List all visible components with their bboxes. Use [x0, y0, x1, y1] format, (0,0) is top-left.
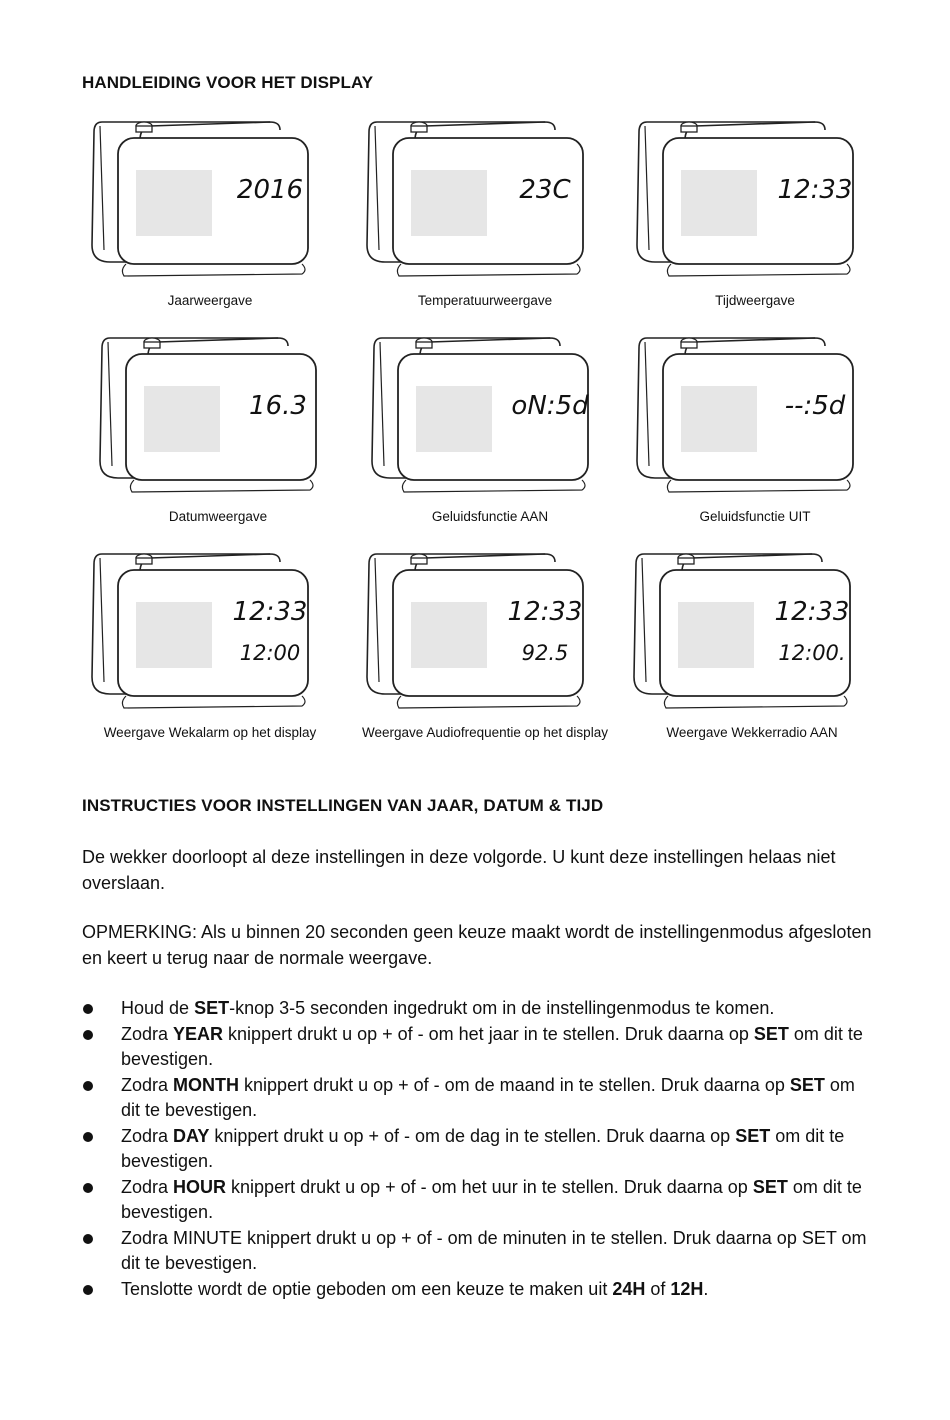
- display-panel: [678, 602, 754, 668]
- display-panel: [136, 170, 212, 236]
- display-panel: [136, 602, 212, 668]
- display-caption: Tijdweergave: [715, 293, 795, 308]
- bullet-icon: [83, 1030, 93, 1040]
- display-grid: [80, 110, 880, 758]
- display-row: [80, 326, 880, 542]
- list-item: Zodra YEAR knippert drukt u op + of - om het jaar in te stellen. Druk daarna op SET om dit te bevestigen.: [82, 1022, 872, 1073]
- list-item: Zodra DAY knippert drukt u op + of - om de dag in te stellen. Druk daarna op SET om dit te bevestigen.: [82, 1124, 872, 1175]
- clock-illustration: [80, 542, 340, 722]
- display-caption: Weergave Wekkerradio AAN: [666, 725, 838, 740]
- lcd-top-readout: --:5d: [784, 391, 846, 421]
- display-figure-date: [88, 326, 348, 542]
- display-caption: Geluidsfunctie AAN: [431, 509, 549, 524]
- lcd-top-readout: 12:33: [774, 597, 850, 627]
- clock-illustration: [360, 326, 620, 506]
- display-figure-time: [625, 110, 885, 326]
- display-caption: Jaarweergave: [167, 293, 253, 308]
- list-item: Tenslotte wordt de optie geboden om een keuze te maken uit 24H of 12H.: [82, 1277, 872, 1303]
- section-title: INSTRUCTIES VOOR INSTELLINGEN VAN JAAR, DATUM & TIJD: [82, 796, 604, 815]
- lcd-top-readout: 12:33: [507, 597, 583, 627]
- bullet-icon: [83, 1234, 93, 1244]
- display-panel: [411, 602, 487, 668]
- display-row: [80, 110, 880, 326]
- clock-illustration: [80, 110, 340, 290]
- display-figure-sound-on: [360, 326, 620, 542]
- display-figure-year: [80, 110, 340, 326]
- display-panel: [681, 170, 757, 236]
- display-figure-alarm: [80, 542, 340, 758]
- clock-illustration: [355, 110, 615, 290]
- display-figure-radio-frequency: [355, 542, 615, 758]
- clock-illustration: [625, 326, 885, 506]
- display-panel: [144, 386, 220, 452]
- lcd-top-readout: oN:5d: [511, 391, 589, 421]
- display-panel: [681, 386, 757, 452]
- lcd-top-readout: 12:33: [777, 175, 853, 205]
- list-item: Zodra MONTH knippert drukt u op + of - om de maand in te stellen. Druk daarna op SET om dit te bevestigen.: [82, 1073, 872, 1124]
- display-figure-temperature: [355, 110, 615, 326]
- bullet-icon: [83, 1285, 93, 1295]
- list-item: Zodra MINUTE knippert drukt u op + of - om de minuten in te stellen. Druk daarna op SET om dit te bevestigen.: [82, 1226, 872, 1277]
- intro-paragraph: De wekker doorloopt al deze instellingen in deze volgorde. U kunt deze instellingen helaas niet overslaan.: [82, 847, 836, 893]
- display-row: [80, 542, 880, 758]
- lcd-bottom-readout: 92.5: [521, 641, 569, 665]
- note-paragraph: OPMERKING: Als u binnen 20 seconden geen keuze maakt wordt de instellingenmodus afgesloten en keert u terug naar de normale weergave.: [82, 922, 872, 968]
- lcd-bottom-readout: 12:00: [239, 641, 301, 665]
- clock-illustration: [88, 326, 348, 506]
- display-caption: Weergave Audiofrequentie op het display: [362, 725, 608, 740]
- lcd-top-readout: 2016: [236, 175, 304, 205]
- bullet-icon: [83, 1183, 93, 1193]
- clock-illustration: [355, 542, 615, 722]
- display-caption: Weergave Wekalarm op het display: [103, 725, 317, 740]
- list-item: Houd de SET-knop 3-5 seconden ingedrukt om in de instellingenmodus te komen.: [82, 996, 872, 1022]
- lcd-top-readout: 23C: [519, 175, 571, 205]
- lcd-bottom-readout: 12:00.: [778, 641, 846, 665]
- display-caption: Datumweergave: [168, 509, 268, 524]
- display-panel: [416, 386, 492, 452]
- display-panel: [411, 170, 487, 236]
- bullet-icon: [83, 1081, 93, 1091]
- page-title: HANDLEIDING VOOR HET DISPLAY: [82, 73, 374, 92]
- display-figure-sound-off: [625, 326, 885, 542]
- bullet-icon: [83, 1132, 93, 1142]
- bullet-icon: [83, 1004, 93, 1014]
- lcd-top-readout: 16.3: [249, 391, 307, 421]
- list-item: Zodra HOUR knippert drukt u op + of - om het uur in te stellen. Druk daarna op SET om dit te bevestigen.: [82, 1175, 872, 1226]
- display-caption: Geluidsfunctie UIT: [699, 509, 811, 524]
- clock-illustration: [625, 110, 885, 290]
- steps-list: [82, 996, 872, 1302]
- display-figure-alarm-radio-on: [622, 542, 882, 758]
- clock-illustration: [622, 542, 882, 722]
- lcd-top-readout: 12:33: [232, 597, 308, 627]
- display-caption: Temperatuurweergave: [417, 293, 553, 308]
